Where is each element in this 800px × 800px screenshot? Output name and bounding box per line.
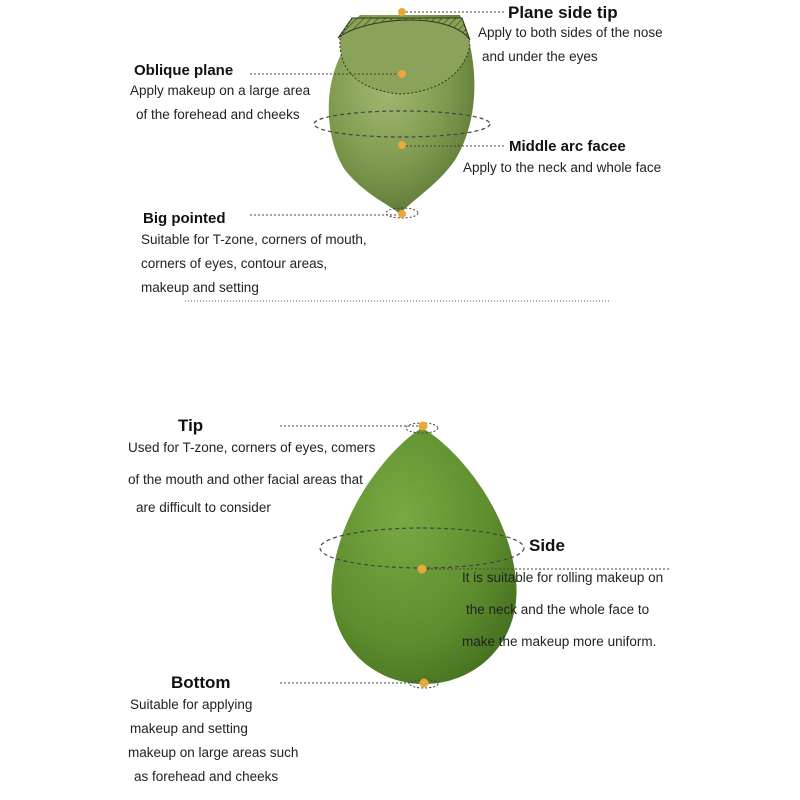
bottom-line-3: makeup on large areas such: [128, 745, 299, 760]
tip-title: Tip: [178, 416, 204, 435]
side-marker: [418, 565, 427, 574]
middle-arc-face-line-1: Apply to the neck and whole face: [463, 160, 662, 175]
tip-line-1: Used for T-zone, corners of eyes, comers: [128, 440, 376, 455]
oblique-plane-title: Oblique plane: [134, 62, 234, 79]
middle-arc-face-desc: [463, 156, 661, 180]
bottom-line-2: makeup and setting: [130, 721, 248, 736]
tip-desc: [128, 436, 375, 520]
big-pointed-marker: [398, 210, 406, 218]
plane-side-tip-line-1: Apply to both sides of the nose: [478, 25, 663, 40]
bottom-desc: [130, 693, 298, 789]
bottom-line-1: Suitable for applying: [130, 697, 253, 712]
plane-side-tip-title: Plane side tip: [508, 3, 618, 22]
tip-line-2: of the mouth and other facial areas that: [128, 472, 363, 487]
side-line-2: the neck and the whole face to: [466, 602, 650, 617]
plane-side-tip-line-2: and under the eyes: [482, 49, 598, 64]
plane-side-tip-marker: [398, 8, 406, 16]
big-pointed-title: Big pointed: [143, 210, 226, 227]
middle-arc-face-title: Middle arc facee: [509, 138, 626, 155]
big-pointed-desc: [141, 228, 367, 300]
side-line-3: make the makeup more uniform.: [462, 634, 657, 649]
side-desc: [462, 566, 663, 654]
tip-line-3: are difficult to consider: [136, 500, 271, 515]
big-pointed-line-2: corners of eyes, contour areas,: [141, 256, 328, 271]
bottom-line-4: as forehead and cheeks: [134, 769, 279, 784]
plane-side-tip-desc: [478, 21, 663, 69]
side-line-1: It is suitable for rolling makeup on: [462, 570, 664, 585]
middle-arc-marker: [398, 141, 406, 149]
bottom-marker: [420, 679, 429, 688]
cut-sponge: [314, 15, 490, 218]
side-title: Side: [529, 536, 565, 555]
oblique-plane-marker: [398, 70, 406, 78]
oblique-plane-line-1: Apply makeup on a large area: [130, 83, 311, 98]
big-pointed-line-1: Suitable for T-zone, corners of mouth,: [141, 232, 367, 247]
tip-marker: [419, 422, 428, 431]
oblique-plane-line-2: of the forehead and cheeks: [136, 107, 300, 122]
bottom-title: Bottom: [171, 673, 231, 692]
oblique-plane-desc: [130, 79, 310, 127]
big-pointed-line-3: makeup and setting: [141, 280, 259, 295]
